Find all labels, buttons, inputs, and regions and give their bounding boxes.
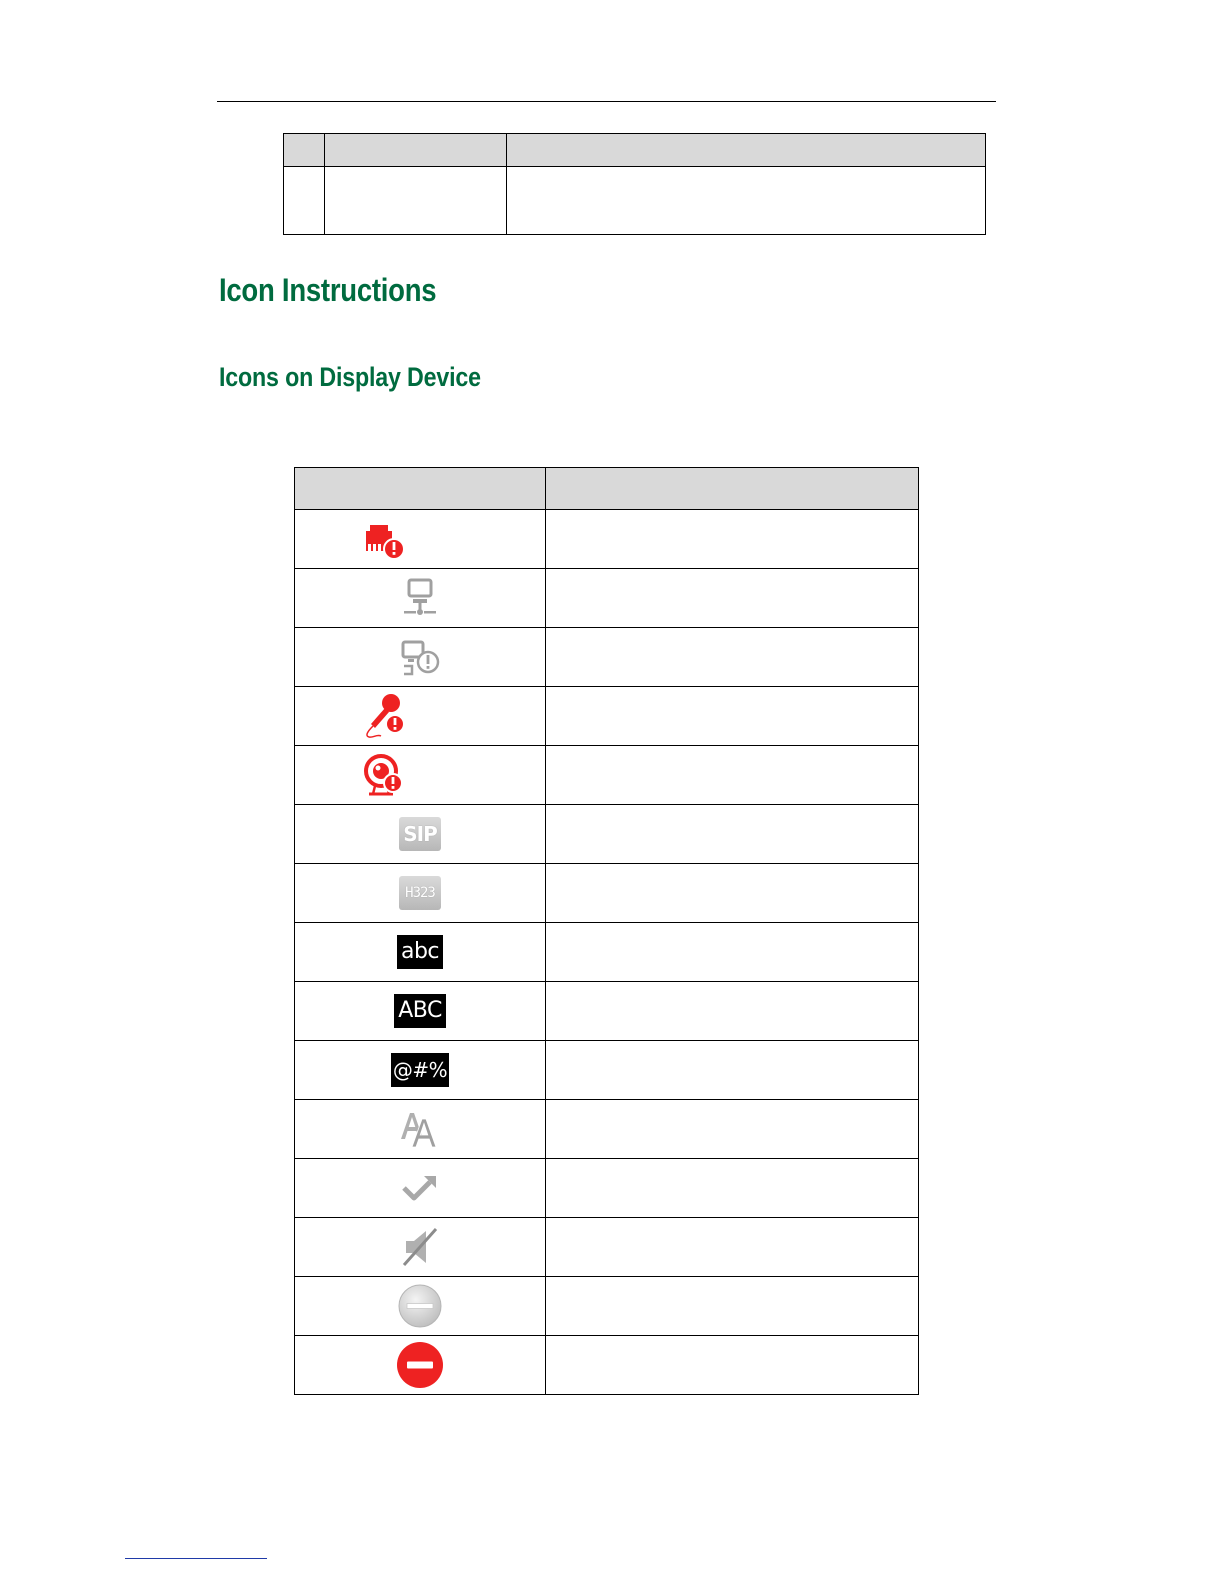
continued-table xyxy=(283,133,986,235)
description-cell xyxy=(546,687,919,746)
network-computer-icon xyxy=(390,569,450,627)
table-row xyxy=(295,510,919,569)
table-row xyxy=(295,687,919,746)
symbol-input-label: @#% xyxy=(391,1053,449,1087)
table-row xyxy=(295,569,919,628)
description-column-header xyxy=(546,468,919,510)
table-row xyxy=(295,864,919,923)
table-row xyxy=(295,1277,919,1336)
table-row xyxy=(295,746,919,805)
table-row xyxy=(295,982,919,1041)
table-header-cell xyxy=(507,134,986,167)
description-cell xyxy=(546,1159,919,1218)
description-cell xyxy=(546,510,919,569)
table-row xyxy=(295,628,919,687)
microphone-warning-icon xyxy=(355,687,415,745)
section-title: Icon Instructions xyxy=(219,272,437,308)
uppercase-input-label: ABC xyxy=(394,994,446,1028)
description-cell xyxy=(546,805,919,864)
table-row xyxy=(295,1336,919,1395)
network-computer-warning-icon xyxy=(390,628,450,686)
description-cell xyxy=(546,923,919,982)
subsection-title: Icons on Display Device xyxy=(219,362,481,392)
table-cell xyxy=(325,167,507,235)
description-cell xyxy=(546,1041,919,1100)
description-cell xyxy=(546,746,919,805)
table-row xyxy=(295,923,919,982)
font-size-icon xyxy=(390,1100,450,1158)
table-header-cell xyxy=(325,134,507,167)
speaker-mute-icon xyxy=(390,1218,450,1276)
page-header-rule xyxy=(217,101,996,102)
h323-label: H323 xyxy=(399,876,441,910)
description-cell xyxy=(546,1218,919,1277)
call-forward-icon xyxy=(390,1159,450,1217)
table-header-cell xyxy=(284,134,325,167)
lowercase-input-icon xyxy=(390,923,450,981)
sip-label: SIP xyxy=(399,817,441,851)
do-not-disturb-disabled-icon xyxy=(390,1277,450,1335)
table-row xyxy=(295,1100,919,1159)
footer-link-underline[interactable] xyxy=(125,1558,267,1559)
symbol-input-icon xyxy=(390,1041,450,1099)
uppercase-input-icon xyxy=(390,982,450,1040)
description-cell xyxy=(546,1100,919,1159)
h323-icon xyxy=(390,864,450,922)
table-row xyxy=(295,1159,919,1218)
table-row xyxy=(295,1218,919,1277)
icon-table xyxy=(294,467,919,1395)
network-cable-warning-icon xyxy=(355,510,415,568)
description-cell xyxy=(546,628,919,687)
table-cell xyxy=(507,167,986,235)
description-cell xyxy=(546,982,919,1041)
description-cell xyxy=(546,1336,919,1395)
description-cell xyxy=(546,864,919,923)
table-row xyxy=(295,805,919,864)
lowercase-input-label: abc xyxy=(397,935,443,969)
do-not-disturb-icon xyxy=(390,1336,450,1394)
sip-icon xyxy=(390,805,450,863)
table-cell xyxy=(284,167,325,235)
icon-column-header xyxy=(295,468,546,510)
camera-warning-icon xyxy=(355,746,415,804)
table-row xyxy=(295,1041,919,1100)
table-row xyxy=(284,167,986,235)
description-cell xyxy=(546,1277,919,1336)
description-cell xyxy=(546,569,919,628)
